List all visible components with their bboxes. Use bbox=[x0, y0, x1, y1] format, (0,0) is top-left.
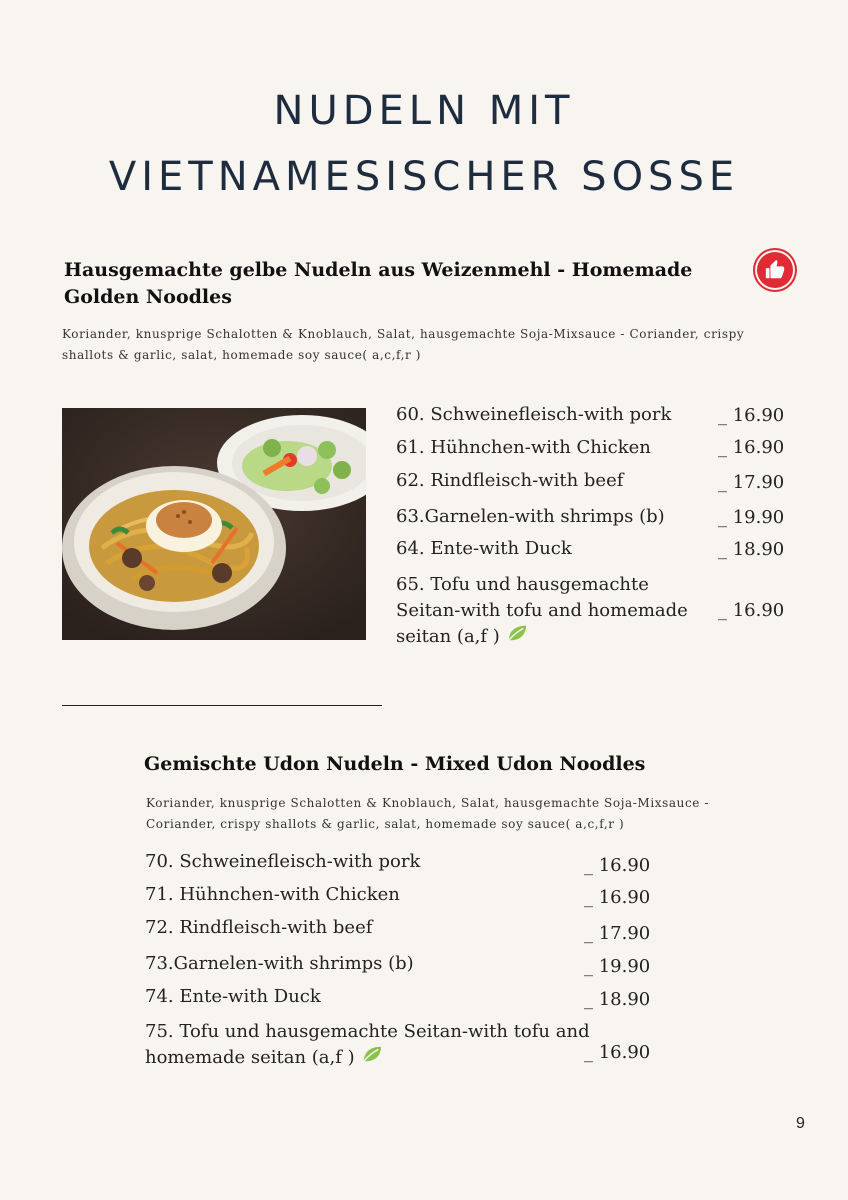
menu-price-72: _ 17.90 bbox=[584, 923, 651, 944]
menu-price-65: _ 16.90 bbox=[718, 600, 785, 621]
menu-price-75: _ 16.90 bbox=[584, 1042, 651, 1063]
section-1-title: Hausgemachte gelbe Nudeln aus Weizenmehl - Homemade Golden Noodles bbox=[64, 259, 693, 308]
menu-item-73: 73.Garnelen-with shrimps (b) bbox=[145, 953, 414, 974]
menu-item-72: 72. Rindfleisch-with beef bbox=[145, 917, 373, 938]
menu-price-64: _ 18.90 bbox=[718, 539, 785, 560]
menu-item-63: 63.Garnelen-with shrimps (b) bbox=[396, 506, 665, 527]
menu-item-70: 70. Schweinefleisch-with pork bbox=[145, 851, 421, 872]
menu-item-75-label: 75. Tofu und hausgemachte Seitan-with tofu and homemade seitan (a,f ) bbox=[145, 1021, 590, 1068]
section-2-description: Koriander, knusprige Schalotten & Knoblauch, Salat, hausgemachte Soja-Mixsauce - Coriander, crispy shallots & garlic, salat, homemade soy sauce( a,c,f,r ) bbox=[146, 796, 710, 831]
page-title-line-1: NUDELN MIT bbox=[273, 88, 575, 134]
page-title bbox=[0, 78, 848, 210]
section-divider bbox=[62, 705, 382, 706]
section-2-title: Gemischte Udon Nudeln - Mixed Udon Noodles bbox=[144, 753, 646, 775]
menu-price-70: _ 16.90 bbox=[584, 855, 651, 876]
menu-item-65-label: 65. Tofu und hausgemachte Seitan-with tofu and homemade seitan (a,f ) bbox=[396, 574, 688, 647]
page-number: 9 bbox=[796, 1115, 805, 1132]
menu-item-71: 71. Hühnchen-with Chicken bbox=[145, 884, 400, 905]
vegan-leaf-icon bbox=[361, 1045, 383, 1071]
vegan-leaf-icon bbox=[506, 624, 528, 650]
menu-price-74: _ 18.90 bbox=[584, 989, 651, 1010]
menu-item-65 bbox=[396, 572, 706, 650]
menu-price-61: _ 16.90 bbox=[718, 437, 785, 458]
menu-item-62: 62. Rindfleisch-with beef bbox=[396, 470, 624, 491]
thumbs-up-icon bbox=[757, 252, 793, 288]
menu-item-75 bbox=[145, 1019, 595, 1071]
menu-price-63: _ 19.90 bbox=[718, 507, 785, 528]
menu-item-61: 61. Hühnchen-with Chicken bbox=[396, 437, 651, 458]
menu-price-62: _ 17.90 bbox=[718, 472, 785, 493]
menu-item-64: 64. Ente-with Duck bbox=[396, 538, 572, 559]
menu-item-74: 74. Ente-with Duck bbox=[145, 986, 321, 1007]
menu-price-71: _ 16.90 bbox=[584, 887, 651, 908]
menu-item-60: 60. Schweinefleisch-with pork bbox=[396, 404, 672, 425]
menu-price-73: _ 19.90 bbox=[584, 956, 651, 977]
menu-price-60: _ 16.90 bbox=[718, 405, 785, 426]
page-title-line-2: VIETNAMESISCHER SOSSE bbox=[108, 154, 740, 200]
noodle-dish-photo bbox=[62, 408, 366, 640]
section-1-description: Koriander, knusprige Schalotten & Knoblauch, Salat, hausgemachte Soja-Mixsauce - Coriander, crispy shallots & garlic, salat, homemade soy sauce( a,c,f,r ) bbox=[62, 327, 745, 362]
